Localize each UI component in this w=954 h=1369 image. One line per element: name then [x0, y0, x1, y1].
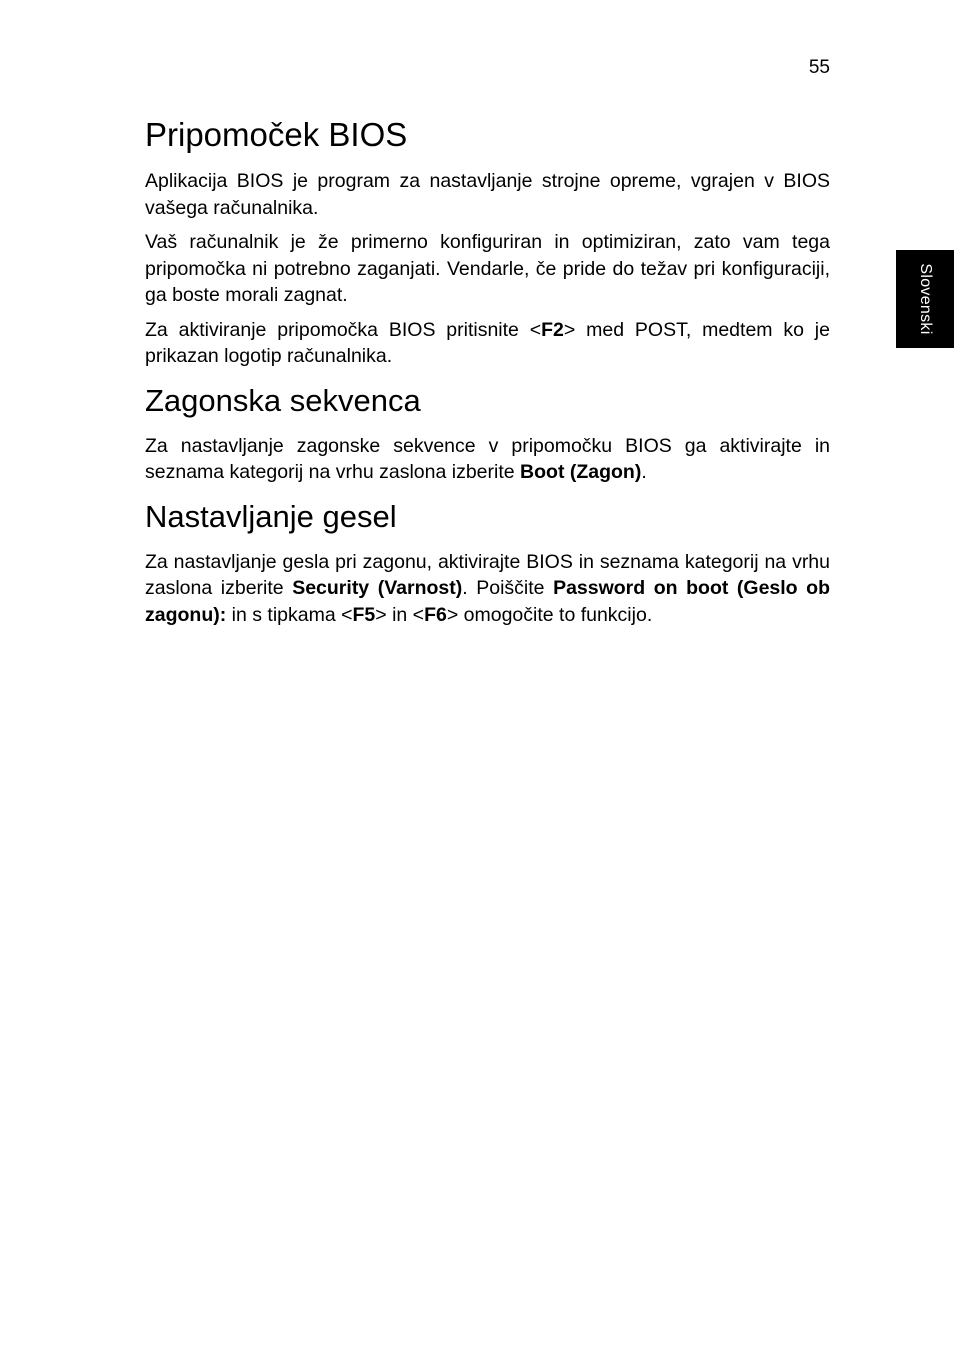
- pw-text-4: > in <: [375, 603, 425, 626]
- bios-paragraph-3: [145, 317, 830, 370]
- section-title-boot: Zagonska sekvenca: [145, 382, 421, 418]
- language-tab-label: Slovenski: [917, 263, 934, 335]
- key-f5: F5: [352, 603, 376, 626]
- boot-text-1: Za nastavljanje zagonske sekvence v pripomočku BIOS ga aktivirajte in seznama kategorij na vrhu zaslona izberite: [145, 434, 830, 483]
- security-menu-name: Security (Varnost): [292, 577, 463, 599]
- pw-text-2: . Poiščite: [462, 577, 554, 599]
- pw-text-3: in s tipkama <: [226, 603, 353, 626]
- pw-text-1: Za nastavljanje gesla pri zagonu, aktivirajte BIOS in seznama kategorij na vrhu zaslona izberite: [145, 550, 830, 599]
- bios-paragraph-1: Aplikacija BIOS je program za nastavljanje strojne opreme, vgrajen v BIOS vašega računalnika.: [145, 170, 830, 219]
- pw-text-5: > omogočite to funkcijo.: [446, 603, 653, 626]
- language-tab: [896, 250, 954, 348]
- boot-menu-name: Boot (Zagon): [520, 461, 642, 483]
- key-f6: F6: [424, 603, 447, 626]
- password-on-boot-option: Password on boot (Geslo ob zagonu):: [145, 577, 830, 626]
- boot-paragraph: [145, 433, 830, 486]
- bios-paragraph-2: Vaš računalnik je že primerno konfiguriran in optimiziran, zato vam tega pripomočka ni potrebno zaganjati. Vendarle, če pride do težav pri konfiguraciji, ga boste morali zagnat.: [145, 231, 830, 306]
- page-content: [145, 114, 830, 636]
- page-number: 55: [808, 57, 830, 78]
- section-title-passwords: Nastavljanje gesel: [145, 498, 397, 534]
- bios-key-f2: F2: [541, 318, 564, 341]
- bios-p3-text-2: > med POST, medtem ko je prikazan logotip računalnika.: [145, 318, 830, 367]
- section-title-bios: Pripomoček BIOS: [145, 116, 408, 153]
- boot-text-2: .: [641, 461, 647, 483]
- bios-p3-text-1: Za aktiviranje pripomočka BIOS pritisnite <: [145, 318, 542, 341]
- passwords-paragraph: [145, 549, 830, 629]
